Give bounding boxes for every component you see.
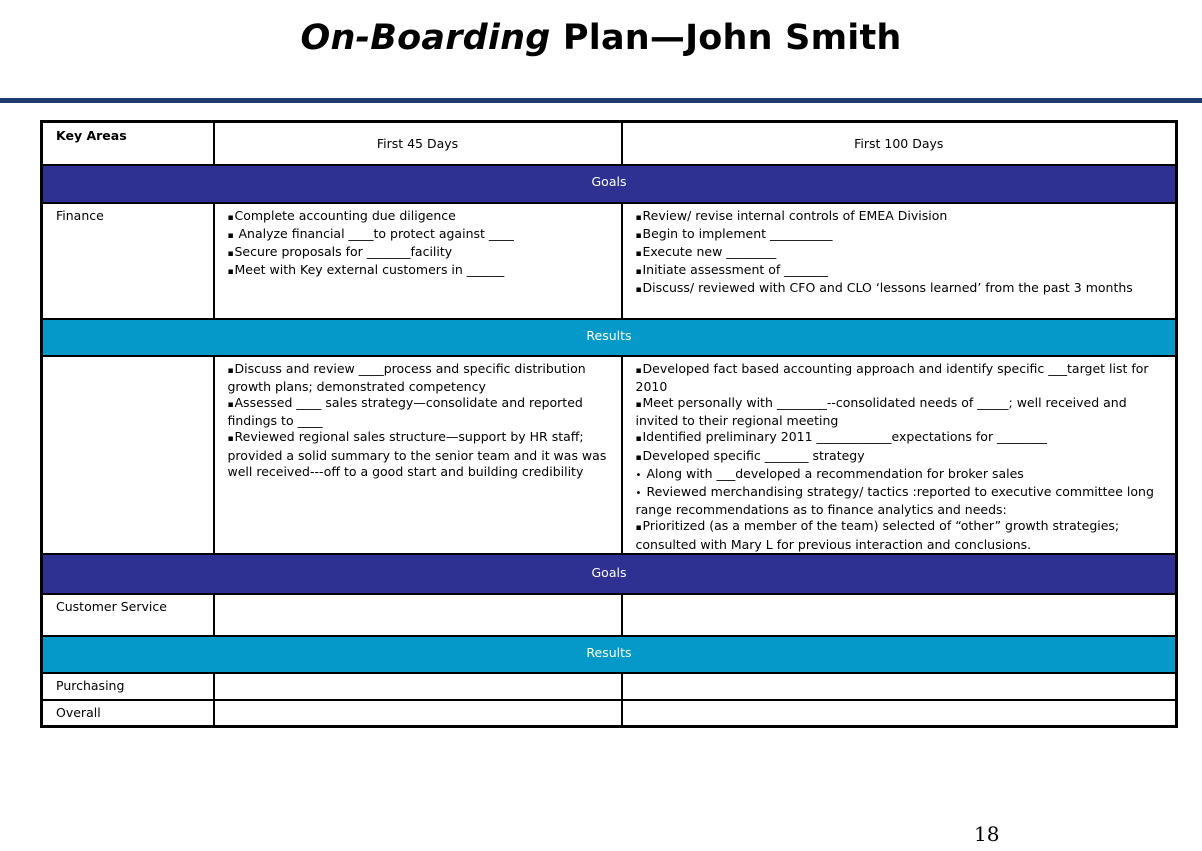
finance-first-45-days <box>214 203 622 319</box>
bullet-item <box>228 395 615 429</box>
bullet-text: Review/ revise internal controls of EMEA Division <box>642 207 948 223</box>
customer-service-row <box>42 594 1177 636</box>
bullet-text: Complete accounting due diligence <box>234 207 456 223</box>
goals-band-row-2 <box>42 554 1177 594</box>
first-45-days-header: First 45 Days <box>214 122 622 165</box>
key-area-empty <box>42 356 214 554</box>
bullet-text: Developed specific _______ strategy <box>642 447 865 463</box>
bullet-square-icon: ▪ <box>635 523 642 534</box>
key-area-customer-service: Customer Service <box>42 594 214 636</box>
bullet-item <box>636 429 1170 447</box>
bullet-square-icon: ▪ <box>227 399 234 410</box>
bullet-item <box>228 262 615 280</box>
page-title <box>0 18 1202 58</box>
header-row <box>42 122 1177 165</box>
purchasing-first-100-days <box>622 673 1177 700</box>
bullet-square-icon: ▪ <box>227 267 234 278</box>
bullet-square-icon: ▪ <box>635 434 642 445</box>
bullet-text: Reviewed merchandising strategy/ tactics :reported to executive committee long range recommendations as to finance analytics and needs: <box>635 483 1154 518</box>
bullet-square-icon: ▪ <box>227 230 234 241</box>
bullet-item <box>228 244 615 262</box>
onboarding-plan-table <box>40 120 1178 728</box>
bullet-text: Assessed ____ sales strategy—consolidate and reported findings to ____ <box>227 394 583 429</box>
page-title-italic: On-Boarding <box>300 18 551 58</box>
bullet-text: Begin to implement __________ <box>642 225 833 241</box>
bullet-dot-icon: • <box>635 487 642 499</box>
bullet-square-icon: ▪ <box>227 248 234 259</box>
bullet-square-icon: ▪ <box>227 365 234 376</box>
bullet-square-icon: ▪ <box>227 434 234 445</box>
results-col2-list <box>636 361 1170 553</box>
bullet-text: Developed fact based accounting approach and identify specific ___target list for 2010 <box>635 360 1149 394</box>
bullet-item <box>636 466 1170 484</box>
goals-band-2: Goals <box>42 554 1177 594</box>
bullet-square-icon: ▪ <box>635 285 642 296</box>
finance-col1-list <box>228 208 615 281</box>
bullet-item <box>636 262 1170 280</box>
key-areas-header: Key Areas <box>42 122 214 165</box>
finance-col2-list <box>636 208 1170 299</box>
results-first-45-days <box>214 356 622 554</box>
bullet-text: Meet with Key external customers in ______ <box>234 262 505 278</box>
bullet-dot-icon: • <box>635 469 642 481</box>
bullet-text: Secure proposals for _______facility <box>234 243 453 259</box>
results-first-100-days <box>622 356 1177 554</box>
goals-band-row <box>42 165 1177 203</box>
bullet-text: Identified preliminary 2011 ____________expectations for ________ <box>642 429 1048 445</box>
key-area-finance: Finance <box>42 203 214 319</box>
bullet-item <box>636 484 1170 518</box>
bullet-item <box>228 361 615 395</box>
finance-results-row <box>42 356 1177 554</box>
overall-first-100-days <box>622 700 1177 727</box>
bullet-text: Prioritized (as a member of the team) selected of “other” growth strategies; consulted with Mary L for previous interaction and conclusions. <box>635 518 1120 552</box>
customer-service-first-45-days <box>214 594 622 636</box>
first-100-days-header: First 100 Days <box>622 122 1177 165</box>
bullet-text: Discuss/ reviewed with CFO and CLO ‘lessons learned’ from the past 3 months <box>642 280 1133 296</box>
bullet-square-icon: ▪ <box>635 365 642 376</box>
bullet-square-icon: ▪ <box>635 248 642 259</box>
finance-row <box>42 203 1177 319</box>
bullet-text: Reviewed regional sales structure—support by HR staff; provided a solid summary to the senior team and it was was well received---off to a good start and building credibility <box>227 429 607 479</box>
overall-row <box>42 700 1177 727</box>
bullet-item <box>636 395 1170 429</box>
title-divider <box>0 98 1202 103</box>
bullet-square-icon: ▪ <box>227 212 234 223</box>
bullet-text: Initiate assessment of _______ <box>642 262 829 278</box>
customer-service-first-100-days <box>622 594 1177 636</box>
bullet-item <box>636 280 1170 298</box>
results-col1-list <box>228 361 615 480</box>
page-title-rest: Plan—John Smith <box>550 18 902 58</box>
bullet-text: Analyze financial ____to protect against ____ <box>234 225 514 241</box>
bullet-item <box>636 448 1170 466</box>
overall-first-45-days <box>214 700 622 727</box>
bullet-item <box>228 429 615 480</box>
bullet-item <box>228 226 615 244</box>
finance-first-100-days <box>622 203 1177 319</box>
bullet-text: Meet personally with ________--consolidated needs of _____; well received and invited to their regional meeting <box>635 394 1127 429</box>
purchasing-first-45-days <box>214 673 622 700</box>
bullet-item <box>636 244 1170 262</box>
bullet-item <box>636 226 1170 244</box>
bullet-square-icon: ▪ <box>635 399 642 410</box>
bullet-item <box>228 208 615 226</box>
bullet-square-icon: ▪ <box>635 267 642 278</box>
bullet-item <box>636 208 1170 226</box>
results-band: Results <box>42 319 1177 356</box>
bullet-text: Along with ___developed a recommendation for broker sales <box>642 465 1024 481</box>
results-band-row <box>42 319 1177 356</box>
bullet-item <box>636 518 1170 552</box>
bullet-square-icon: ▪ <box>635 230 642 241</box>
bullet-square-icon: ▪ <box>635 452 642 463</box>
key-area-purchasing: Purchasing <box>42 673 214 700</box>
results-band-2: Results <box>42 636 1177 673</box>
bullet-text: Discuss and review ____process and specific distribution growth plans; demonstrated competency <box>227 360 586 394</box>
bullet-square-icon: ▪ <box>635 212 642 223</box>
bullet-item <box>636 361 1170 395</box>
purchasing-row <box>42 673 1177 700</box>
key-area-overall: Overall <box>42 700 214 727</box>
results-band-row-2 <box>42 636 1177 673</box>
bullet-text: Execute new ________ <box>642 243 777 259</box>
page-number: 18 <box>974 822 1000 846</box>
goals-band: Goals <box>42 165 1177 203</box>
